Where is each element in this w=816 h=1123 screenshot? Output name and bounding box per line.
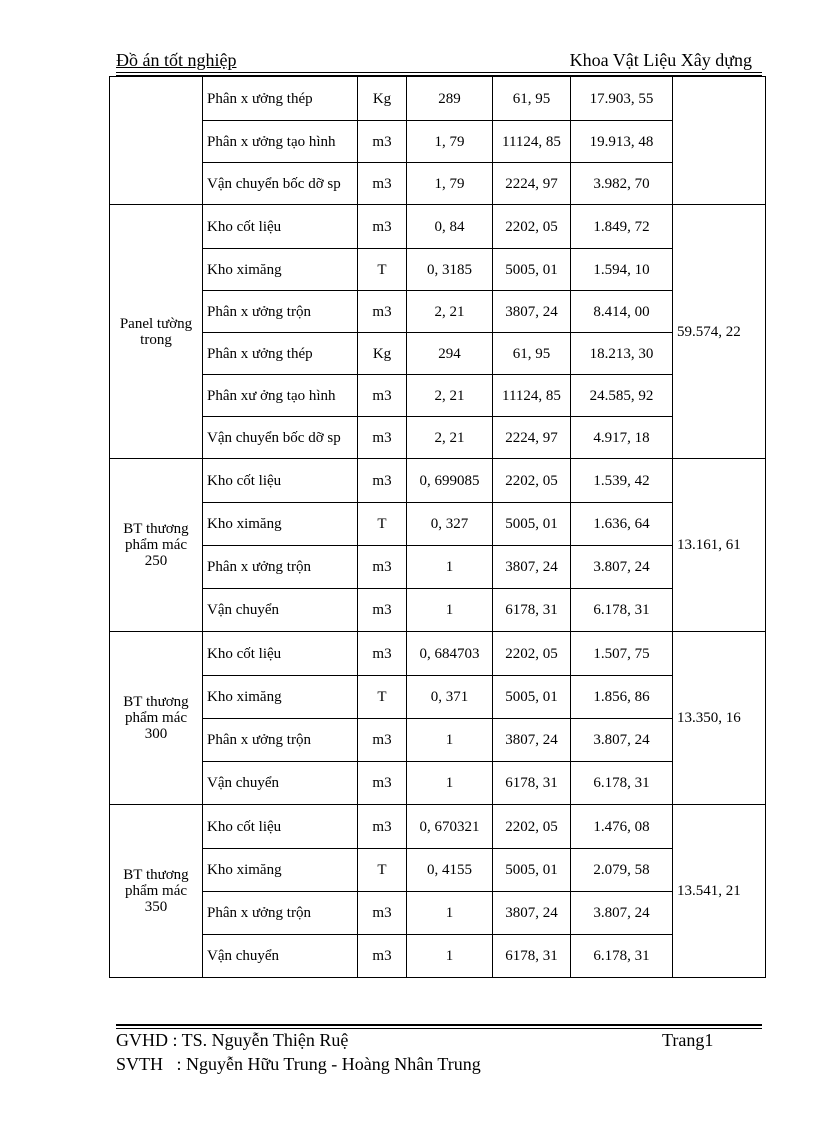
table-row: [110, 632, 766, 676]
cell-price: 3807, 24: [493, 546, 571, 589]
cell-unit: m3: [358, 163, 407, 205]
cell-qty: 0, 4155: [407, 849, 493, 892]
cell-cost: 18.213, 30: [571, 333, 673, 375]
cell-cost: 3.982, 70: [571, 163, 673, 205]
cell-name: Vận chuyển bốc dỡ sp: [203, 163, 358, 205]
cell-price: 11124, 85: [493, 375, 571, 417]
cell-cost: 3.807, 24: [571, 546, 673, 589]
cell-price: 11124, 85: [493, 121, 571, 163]
cell-cost: 1.476, 08: [571, 805, 673, 849]
cell-price: 2202, 05: [493, 632, 571, 676]
cell-qty: 2, 21: [407, 291, 493, 333]
cell-qty: 0, 371: [407, 676, 493, 719]
header-left-title: Đồ án tốt nghiệp: [116, 50, 237, 70]
cell-cost: 6.178, 31: [571, 762, 673, 805]
cell-unit: m3: [358, 205, 407, 249]
cell-price: 5005, 01: [493, 503, 571, 546]
cell-unit: m3: [358, 892, 407, 935]
cell-name: Kho cốt liệu: [203, 459, 358, 503]
cell-qty: 1: [407, 589, 493, 632]
cell-price: 3807, 24: [493, 291, 571, 333]
cell-name: Kho ximăng: [203, 249, 358, 291]
footer-page-number: Trang1: [662, 1030, 714, 1050]
page-header: [116, 50, 762, 73]
cell-cost: 6.178, 31: [571, 589, 673, 632]
table-row: [110, 163, 766, 205]
cell-unit: m3: [358, 546, 407, 589]
cell-price: 2224, 97: [493, 163, 571, 205]
cell-unit: Kg: [358, 333, 407, 375]
group-label: BT thương phẩm mác 300: [110, 632, 203, 805]
cell-unit: m3: [358, 762, 407, 805]
group-total: 13.350, 16: [673, 632, 766, 805]
cell-price: 2202, 05: [493, 459, 571, 503]
cell-unit: m3: [358, 632, 407, 676]
cell-price: 3807, 24: [493, 719, 571, 762]
table-row: [110, 676, 766, 719]
cell-qty: 1: [407, 546, 493, 589]
table-row: [110, 589, 766, 632]
cell-name: Kho ximăng: [203, 503, 358, 546]
cell-qty: 2, 21: [407, 375, 493, 417]
cell-name: Vận chuyển bốc dỡ sp: [203, 417, 358, 459]
cell-qty: 1, 79: [407, 163, 493, 205]
cell-price: 2224, 97: [493, 417, 571, 459]
cell-qty: 0, 670321: [407, 805, 493, 849]
cell-unit: m3: [358, 121, 407, 163]
cell-name: Kho cốt liệu: [203, 805, 358, 849]
footer-students: SVTH : Nguyễn Hữu Trung - Hoàng Nhân Trung: [116, 1054, 481, 1074]
cell-price: 2202, 05: [493, 205, 571, 249]
cell-unit: Kg: [358, 77, 407, 121]
group-total: [673, 77, 766, 205]
group-label: [110, 77, 203, 205]
cell-price: 5005, 01: [493, 249, 571, 291]
cell-cost: 1.594, 10: [571, 249, 673, 291]
cell-cost: 1.636, 64: [571, 503, 673, 546]
cell-qty: 0, 699085: [407, 459, 493, 503]
cell-unit: m3: [358, 291, 407, 333]
cell-qty: 0, 3185: [407, 249, 493, 291]
table-row: [110, 503, 766, 546]
cell-price: 2202, 05: [493, 805, 571, 849]
group-total: 13.541, 21: [673, 805, 766, 978]
cell-cost: 2.079, 58: [571, 849, 673, 892]
table-row: [110, 546, 766, 589]
cell-name: Kho ximăng: [203, 676, 358, 719]
cell-unit: T: [358, 503, 407, 546]
cell-name: Phân x ưởng thép: [203, 77, 358, 121]
cell-unit: m3: [358, 805, 407, 849]
cell-name: Kho cốt liệu: [203, 205, 358, 249]
cell-qty: 1: [407, 892, 493, 935]
cost-table-body: [110, 77, 766, 978]
cell-price: 6178, 31: [493, 762, 571, 805]
cell-unit: m3: [358, 375, 407, 417]
cell-name: Phân x ưởng tạo hình: [203, 121, 358, 163]
cell-name: Vận chuyển: [203, 762, 358, 805]
cost-table: [109, 76, 766, 978]
cell-price: 6178, 31: [493, 589, 571, 632]
table-row: [110, 205, 766, 249]
cell-qty: 0, 327: [407, 503, 493, 546]
cell-name: Kho cốt liệu: [203, 632, 358, 676]
cell-unit: m3: [358, 417, 407, 459]
cell-cost: 3.807, 24: [571, 719, 673, 762]
cell-unit: T: [358, 849, 407, 892]
cell-cost: 24.585, 92: [571, 375, 673, 417]
footer-supervisor: GVHD : TS. Nguyễn Thiện Ruệ: [116, 1030, 349, 1050]
table-row: [110, 291, 766, 333]
cell-unit: m3: [358, 589, 407, 632]
cell-price: 6178, 31: [493, 935, 571, 978]
group-label: BT thương phẩm mác 350: [110, 805, 203, 978]
cell-qty: 2, 21: [407, 417, 493, 459]
table-row: [110, 121, 766, 163]
table-row: [110, 375, 766, 417]
cell-qty: 294: [407, 333, 493, 375]
cell-cost: 1.856, 86: [571, 676, 673, 719]
cell-unit: m3: [358, 935, 407, 978]
cell-name: Vận chuyển: [203, 935, 358, 978]
cell-name: Vận chuyển: [203, 589, 358, 632]
cell-qty: 1: [407, 935, 493, 978]
table-row: [110, 805, 766, 849]
table-row: [110, 719, 766, 762]
group-total: 13.161, 61: [673, 459, 766, 632]
cell-price: 3807, 24: [493, 892, 571, 935]
cell-name: Phân x ưởng trộn: [203, 892, 358, 935]
table-row: [110, 892, 766, 935]
cell-cost: 1.507, 75: [571, 632, 673, 676]
cell-name: Phân x ưởng trộn: [203, 546, 358, 589]
cell-qty: 289: [407, 77, 493, 121]
table-row: [110, 459, 766, 503]
cell-name: Kho ximăng: [203, 849, 358, 892]
cell-unit: T: [358, 676, 407, 719]
cell-cost: 19.913, 48: [571, 121, 673, 163]
cell-cost: 3.807, 24: [571, 892, 673, 935]
table-row: [110, 417, 766, 459]
cell-cost: 17.903, 55: [571, 77, 673, 121]
cell-cost: 6.178, 31: [571, 935, 673, 978]
cell-qty: 0, 684703: [407, 632, 493, 676]
cell-price: 5005, 01: [493, 849, 571, 892]
cell-cost: 1.849, 72: [571, 205, 673, 249]
cell-qty: 1, 79: [407, 121, 493, 163]
cell-cost: 8.414, 00: [571, 291, 673, 333]
cell-qty: 1: [407, 762, 493, 805]
cell-cost: 1.539, 42: [571, 459, 673, 503]
group-label: BT thương phẩm mác 250: [110, 459, 203, 632]
cell-name: Phân x ưởng thép: [203, 333, 358, 375]
cell-cost: 4.917, 18: [571, 417, 673, 459]
group-label: Panel tường trong: [110, 205, 203, 459]
cell-name: Phân xư ởng tạo hình: [203, 375, 358, 417]
table-row: [110, 249, 766, 291]
cell-name: Phân x ưởng trộn: [203, 291, 358, 333]
table-row: [110, 935, 766, 978]
cell-unit: T: [358, 249, 407, 291]
footer-divider-thin: [116, 1028, 762, 1029]
cell-qty: 1: [407, 719, 493, 762]
table-row: [110, 333, 766, 375]
cell-name: Phân x ưởng trộn: [203, 719, 358, 762]
cell-price: 5005, 01: [493, 676, 571, 719]
footer-divider: [116, 1024, 762, 1026]
header-right-title: Khoa Vật Liệu Xây dựng: [569, 50, 752, 70]
group-total: 59.574, 22: [673, 205, 766, 459]
table-row: [110, 849, 766, 892]
table-row: [110, 762, 766, 805]
cell-price: 61, 95: [493, 77, 571, 121]
cell-qty: 0, 84: [407, 205, 493, 249]
cell-price: 61, 95: [493, 333, 571, 375]
table-row: [110, 77, 766, 121]
cell-unit: m3: [358, 719, 407, 762]
cell-unit: m3: [358, 459, 407, 503]
